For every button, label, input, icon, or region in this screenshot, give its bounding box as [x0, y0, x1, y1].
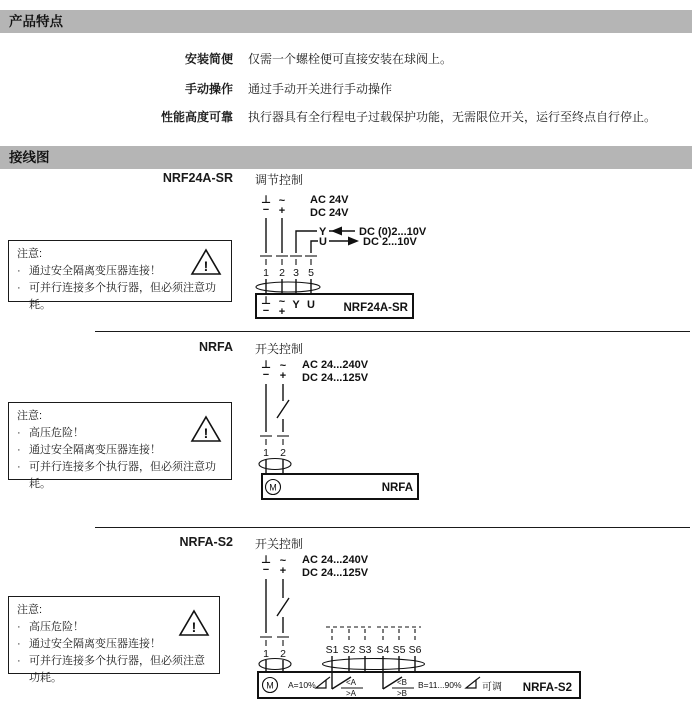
- svg-text:DC 24...125V: DC 24...125V: [302, 372, 369, 384]
- svg-text:S2: S2: [342, 644, 356, 656]
- note-item: [17, 653, 211, 687]
- svg-text:AC 24...240V: AC 24...240V: [302, 359, 369, 371]
- note-item: [17, 636, 211, 653]
- svg-text:Y: Y: [292, 299, 300, 311]
- arrow-left-icon: [331, 227, 342, 236]
- svg-text:!: !: [191, 619, 197, 635]
- warning-triangle-icon: [191, 248, 221, 276]
- svg-text:⊥: ⊥: [260, 359, 272, 371]
- svg-text:B=11...90%: B=11...90%: [418, 680, 462, 690]
- switch-contact: [277, 598, 289, 616]
- cable-gland: [259, 459, 291, 470]
- svg-text:DC 24V: DC 24V: [310, 207, 349, 219]
- svg-text:−: −: [262, 204, 270, 216]
- note-box: [8, 240, 232, 311]
- svg-text:3: 3: [293, 267, 299, 279]
- svg-text:⊥: ⊥: [260, 295, 272, 307]
- svg-text:2: 2: [280, 447, 286, 459]
- note-text: 通过安全隔离变压器连接！: [29, 444, 161, 456]
- features-section-header: 产品特点: [0, 10, 692, 33]
- bullet: ·: [17, 621, 21, 633]
- svg-text:2: 2: [280, 648, 286, 660]
- svg-text:⊥: ⊥: [260, 194, 272, 206]
- svg-text:S4: S4: [376, 644, 390, 656]
- bullet: ·: [17, 655, 21, 667]
- svg-text:+: +: [278, 205, 286, 217]
- feature-description: 仅需一个螺栓便可直接安装在球阀上。: [248, 52, 453, 66]
- note-box: [8, 596, 220, 684]
- wiring-diagram-nrfa: [240, 355, 490, 505]
- note-item: [17, 442, 223, 459]
- cable-gland: [323, 659, 425, 670]
- warning-triangle-icon: [179, 609, 209, 637]
- svg-text:1: 1: [263, 648, 269, 660]
- svg-text:A=10%: A=10%: [288, 680, 316, 690]
- svg-text:!: !: [203, 425, 209, 441]
- svg-text:S1: S1: [325, 644, 339, 656]
- feature-row: [0, 110, 696, 124]
- note-item: [17, 280, 223, 314]
- wiring-diagram-nrf24a-sr: [240, 190, 500, 322]
- svg-text:+: +: [278, 306, 286, 318]
- feature-description: 通过手动开关进行手动操作: [248, 82, 393, 96]
- bullet: ·: [17, 461, 21, 473]
- diagram-model-title: NRF24A-SR: [162, 171, 233, 185]
- svg-text:+: +: [279, 565, 287, 577]
- bullet: ·: [17, 427, 21, 439]
- warning-triangle-icon: [191, 415, 221, 443]
- bullet: ·: [17, 282, 21, 294]
- feature-label: 手动操作: [184, 82, 233, 96]
- svg-text:S3: S3: [358, 644, 372, 656]
- feature-row: [0, 82, 696, 96]
- diagram-control-type: 开关控制: [255, 342, 304, 356]
- divider: [95, 527, 690, 528]
- svg-text:M: M: [266, 680, 274, 691]
- svg-text:~: ~: [278, 195, 286, 207]
- note-text: 可并行连接多个执行器，但必须注意功耗。: [29, 461, 216, 490]
- svg-text:NRFA-S2: NRFA-S2: [522, 682, 572, 694]
- note-text: 高压危险！: [29, 621, 84, 633]
- svg-text:−: −: [262, 564, 270, 576]
- svg-text:AC 24...240V: AC 24...240V: [302, 554, 369, 566]
- svg-text:>B: >B: [397, 689, 408, 698]
- svg-text:5: 5: [308, 267, 314, 279]
- svg-text:1: 1: [263, 267, 269, 279]
- svg-text:Y: Y: [319, 226, 327, 238]
- svg-text:DC 2...10V: DC 2...10V: [363, 236, 417, 248]
- svg-text:NRFA: NRFA: [381, 482, 413, 494]
- svg-text:DC 24...125V: DC 24...125V: [302, 567, 369, 579]
- svg-text:DC (0)2...10V: DC (0)2...10V: [359, 226, 427, 238]
- bullet: ·: [17, 638, 21, 650]
- wiring-section-header: 接线图: [0, 146, 692, 169]
- feature-row: [0, 52, 696, 66]
- note-title: 注意:: [17, 410, 43, 422]
- svg-text:NRF24A-SR: NRF24A-SR: [343, 302, 408, 314]
- note-text: 通过安全隔离变压器连接！: [29, 265, 161, 277]
- svg-text:1: 1: [263, 447, 269, 459]
- svg-text:~: ~: [279, 360, 287, 372]
- diagram-control-type: 调节控制: [255, 173, 304, 187]
- svg-text:可调: 可调: [482, 682, 502, 693]
- svg-text:+: +: [279, 370, 287, 382]
- note-box: [8, 402, 232, 490]
- svg-text:U: U: [307, 299, 315, 311]
- note-text: 通过安全隔离变压器连接！: [29, 638, 161, 650]
- svg-text:−: −: [262, 305, 270, 317]
- diagram-control-type: 开关控制: [255, 537, 304, 551]
- svg-text:U: U: [319, 236, 327, 248]
- wiring-diagram-nrfa-s2: [240, 550, 590, 702]
- note-text: 可并行连接多个执行器，但必须注意功耗。: [29, 282, 216, 311]
- bullet: ·: [17, 444, 21, 456]
- svg-text:S6: S6: [408, 644, 422, 656]
- svg-text:~: ~: [278, 296, 286, 308]
- diagram-model-title: NRFA: [198, 340, 233, 354]
- note-item: [17, 459, 223, 493]
- svg-text:>A: >A: [346, 689, 357, 698]
- feature-description: 执行器具有全行程电子过载保护功能，无需限位开关，运行至终点自行停止。: [248, 110, 657, 124]
- cable-gland: [259, 659, 291, 670]
- svg-text:S5: S5: [392, 644, 406, 656]
- svg-text:<A: <A: [346, 678, 357, 687]
- note-text: 高压危险！: [29, 427, 84, 439]
- bullet: ·: [17, 265, 21, 277]
- switch-contact: [277, 400, 289, 418]
- svg-text:~: ~: [279, 555, 287, 567]
- note-title: 注意:: [17, 248, 43, 260]
- svg-text:−: −: [262, 369, 270, 381]
- diagram-model-title: NRFA-S2: [179, 535, 233, 549]
- svg-text:AC 24V: AC 24V: [310, 194, 349, 206]
- feature-label: 安装简便: [184, 52, 233, 66]
- svg-text:⊥: ⊥: [260, 554, 272, 566]
- divider: [95, 331, 690, 332]
- svg-text:<B: <B: [397, 678, 408, 687]
- feature-label: 性能高度可靠: [160, 110, 233, 124]
- arrow-right-icon: [348, 237, 359, 246]
- note-title: 注意:: [17, 604, 43, 616]
- svg-text:2: 2: [279, 267, 285, 279]
- svg-text:M: M: [269, 482, 277, 493]
- svg-text:!: !: [203, 258, 209, 274]
- note-text: 可并行连接多个执行器，但必须注意功耗。: [29, 655, 205, 684]
